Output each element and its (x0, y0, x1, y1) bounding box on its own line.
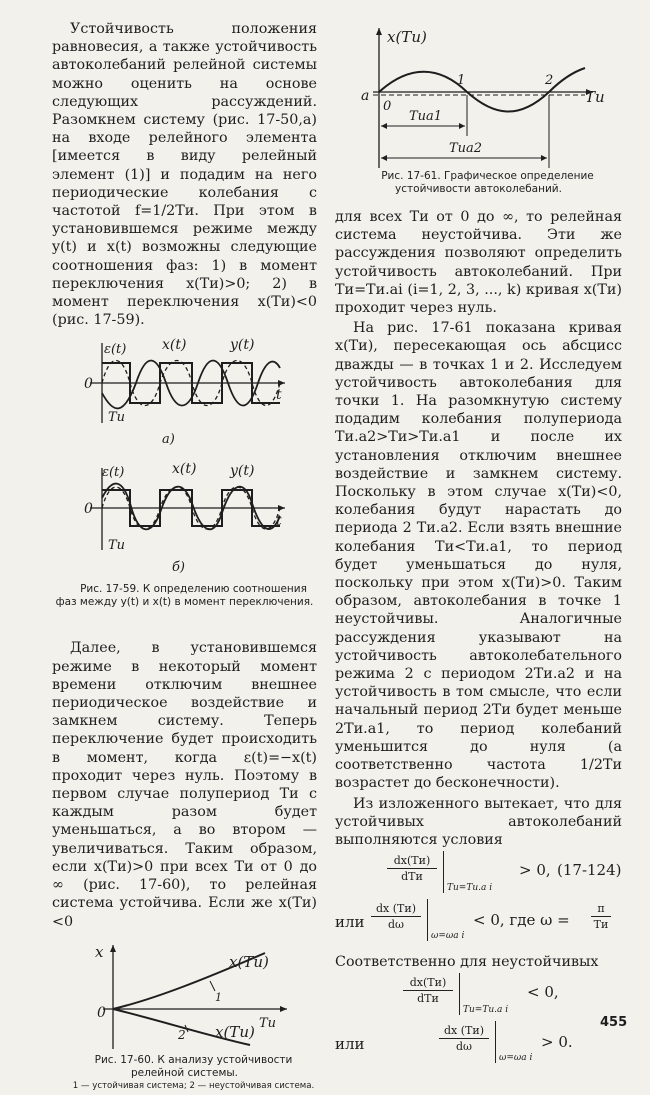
f1-bar (443, 851, 444, 893)
label-b-tag: б) (171, 560, 185, 576)
label-60-curve1: x(Tu) (228, 952, 269, 971)
figure-17-60-graphic (75, 939, 295, 1054)
label-a-x: x(t) (161, 337, 186, 354)
label-61-tu: Tu (584, 88, 605, 106)
paragraph-intro: Устойчивость положения равновесия, а также устойчивость автоколебаний релейной системы можно оценить на основе следующих рассуждений. Разомкнем систему (рис. 17-50,а) на входе релейного элемента [имеется в виду релейный элемент (1)] и подадим на него периодические колебания с частотой f=1/2Tи. При этом в установившемся режиме между y(t) и x(t) возможны следующие соотношения фаз: 1) в момент переключения x(Tи)>0; 2) в момент переключения x(Tи)<0 (рис. 17-59). (52, 21, 317, 329)
label-b-t: t (275, 513, 282, 530)
paragraph-unstable: Соответственно для неустойчивых (335, 954, 599, 971)
f4-eval: ω=ωа i (499, 1053, 533, 1064)
formula-or-omega (335, 899, 622, 947)
f2-w-frac (591, 901, 611, 932)
f2-rel: < 0, где ω = (473, 911, 570, 930)
label-a-tu: Tu (107, 410, 125, 426)
f2-w-num: π (591, 901, 611, 917)
f2-eval: ω=ωа i (431, 931, 465, 942)
label-a-tag: а) (161, 432, 175, 448)
f1-den: dTи (401, 870, 423, 884)
label-61-zero: 0 (382, 99, 391, 114)
label-61-tua1: Tua1 (408, 109, 442, 124)
label-a-y: y(t) (229, 337, 254, 354)
label-b-x: x(t) (171, 461, 196, 478)
or-1: или (335, 913, 365, 932)
label-60-n2: 2 (177, 1027, 186, 1042)
page-number: 455 (600, 1015, 628, 1030)
f4-rel: > 0. (541, 1033, 573, 1052)
f1-num: dx(Tи) (387, 853, 437, 869)
label-61-yaxis: x(Tu) (386, 28, 427, 46)
left-column (52, 20, 317, 1095)
f2-den: dω (387, 918, 404, 932)
label-b-zero: 0 (83, 501, 93, 518)
paragraph-fig61: На рис. 17-61 показана кривая x(Tи), пересекающая ось абсцисс дважды — в точках 1 и 2. Исследуем устойчивость автоколебания для точки 1. На разомкнутую систему подадим колебания полупериода Tи.а2>Tи>Tи.а1 и после их установления отключим внешнее воздействие и замкнем систему. Поскольку в этом случае x(Tи)<0, колебания будут нарастать до периода 2 Tи.а2. Если взять внешние колебания Tи<Tи.а1, то период будет уменьшаться до нуля, поскольку при этом x(Tи)>0. Таким образом, автоколебания в точке 1 неустойчивы. Аналогичные рассуждения указывают на устойчивость автоколебательного режима 2 с периодом 2Tи.а2 и на устойчивость в том смысле, что если начальный период 2Tи будет меньше 2Tи.а1, то период колебаний уменьшится до нуля (а соответственно частота 1/2Tи возрастет до бесконечности). (335, 320, 622, 792)
f2-bar (427, 899, 428, 941)
label-61-a: a (360, 88, 369, 104)
caption-17-60-main: Рис. 17-60. К анализу устойчивости релейной системы. (94, 1053, 293, 1079)
f3-frac (403, 975, 453, 1006)
f3-rel: < 0, (527, 983, 559, 1002)
f1-tag: (17-124) (557, 861, 622, 880)
label-60-tu: Tu (258, 1015, 276, 1031)
f3-den: dTи (417, 992, 439, 1006)
figure-17-59 (80, 333, 290, 583)
f3-bar (459, 973, 460, 1015)
f1-frac (387, 853, 437, 884)
caption-17-59: Рис. 17-59. К определению соотношения фаз между y(t) и x(t) в момент переключения. (55, 583, 314, 609)
caption-17-60-sub: 1 — устойчивая система; 2 — неустойчивая система. (72, 1080, 315, 1091)
label-b-tu: Tu (107, 538, 125, 554)
f4-frac (439, 1023, 489, 1054)
label-61-p2: 2 (544, 73, 553, 88)
figure-17-61-graphic (349, 20, 609, 170)
label-a-zero: 0 (83, 376, 93, 393)
f1-eval: Tи=Tи.а i (447, 883, 493, 894)
formula-unstable-2 (335, 1021, 622, 1069)
paragraph-continued: для всех Tи от 0 до ∞, то релейная система неустойчива. Эти же рассуждения позволяют определить устойчивость автоколебаний. При Tи=Tи.аi (i=1, 2, 3, ..., k) кривая x(Tи) проходит через нуль. (335, 209, 622, 317)
f4-num: dx (Tи) (439, 1023, 489, 1039)
f2-frac (371, 901, 421, 932)
f4-bar (495, 1021, 496, 1063)
figure-17-60 (75, 939, 295, 1054)
or-2: или (335, 1035, 365, 1054)
label-61-tua2: Tua2 (448, 141, 482, 156)
f3-num: dx(Tи) (403, 975, 453, 991)
label-60-curve2: x(Tu) (214, 1022, 255, 1041)
paragraph-conditions: Из изложенного вытекает, что для устойчивых автоколебаний выполняются условия (335, 795, 622, 848)
right-column (335, 20, 622, 1069)
f2-num: dx (Tи) (371, 901, 421, 917)
formula-17-124 (335, 851, 622, 899)
label-a-t: t (275, 387, 282, 404)
label-60-n1: 1 (214, 990, 222, 1004)
label-60-zero: 0 (96, 1004, 106, 1021)
figure-17-59-graphic (80, 333, 290, 583)
label-b-y: y(t) (229, 463, 254, 480)
label-61-p1: 1 (456, 73, 465, 88)
caption-17-60 (52, 1054, 317, 1093)
f2-w-den: Tи (593, 918, 609, 932)
label-60-x: x (94, 942, 103, 961)
figure-17-61 (349, 20, 609, 170)
f3-eval: Tи=Tи.а i (463, 1005, 509, 1016)
f4-den: dω (455, 1040, 472, 1054)
formula-unstable-1 (335, 973, 622, 1021)
label-b-eps: ε(t) (101, 465, 124, 481)
caption-17-61: Рис. 17-61. Графическое определение устойчивости автоколебаний. (381, 170, 594, 195)
paragraph-further: Далее, в установившемся режиме в некоторый момент времени отключим внешнее периодическое воздействие и замкнем систему. Теперь переключение будет происходить в момент, когда ε(t)=−x(t) проходит через нуль. Поэтому в первом случае полупериод Tи с каждым разом будет уменьшаться, а во втором — увеличиваться. Таким образом, если x(Tи)>0 при всех Tи от 0 до ∞ (рис. 17-60), то релейная система устойчива. Если же x(Tи)<0 (52, 640, 317, 930)
label-a-eps: ε(t) (103, 342, 126, 358)
f1-rel: > 0, (519, 861, 551, 880)
